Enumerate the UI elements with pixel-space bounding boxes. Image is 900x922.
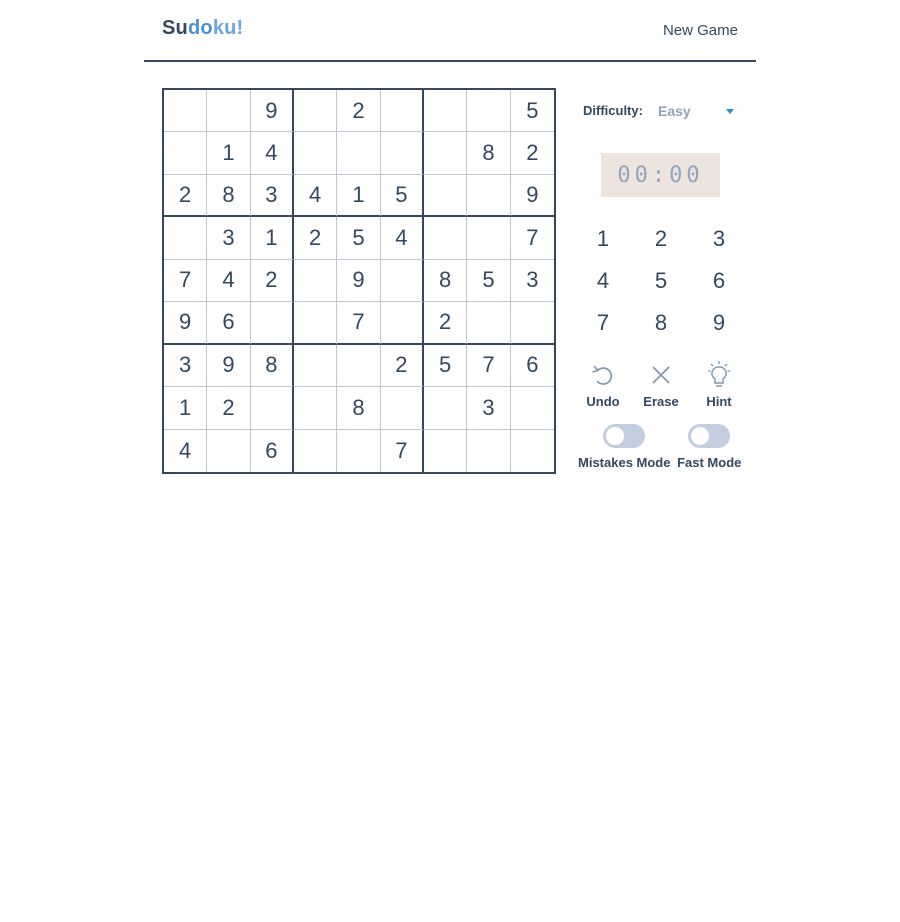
board-cell[interactable] — [381, 387, 424, 429]
board-cell[interactable] — [381, 260, 424, 302]
logo-part-2: do — [187, 17, 213, 39]
board-cell[interactable] — [294, 430, 337, 472]
mistakes-mode-label: Mistakes Mode — [578, 455, 671, 470]
board-cell[interactable]: 4 — [294, 175, 337, 217]
board-cell[interactable] — [207, 90, 250, 132]
board-cell[interactable] — [511, 387, 554, 429]
board-cell[interactable]: 7 — [467, 345, 510, 387]
difficulty-value: Easy — [658, 103, 691, 119]
numpad-3[interactable]: 3 — [712, 226, 726, 251]
board-cell[interactable] — [294, 345, 337, 387]
mistakes-mode-toggle[interactable] — [603, 424, 645, 448]
chevron-down-icon — [726, 109, 734, 114]
board-cell[interactable]: 2 — [251, 260, 294, 302]
board-cell[interactable] — [164, 217, 207, 259]
board-cell[interactable] — [294, 387, 337, 429]
board-cell[interactable]: 1 — [164, 387, 207, 429]
board-cell[interactable]: 2 — [424, 302, 467, 344]
board-cell[interactable]: 9 — [337, 260, 380, 302]
timer: 00:00 — [601, 153, 720, 197]
board-cell[interactable] — [424, 430, 467, 472]
board-cell[interactable]: 6 — [207, 302, 250, 344]
board-cell[interactable]: 7 — [381, 430, 424, 472]
board-cell[interactable] — [294, 260, 337, 302]
board-cell[interactable] — [381, 132, 424, 174]
board-cell[interactable]: 9 — [251, 90, 294, 132]
board-cell[interactable] — [381, 302, 424, 344]
logo-part-3: ku! — [212, 17, 244, 39]
board-cell[interactable]: 7 — [511, 217, 554, 259]
board-cell[interactable] — [294, 302, 337, 344]
board-cell[interactable] — [467, 90, 510, 132]
logo — [162, 17, 243, 40]
board-cell[interactable] — [251, 302, 294, 344]
board-cell[interactable] — [467, 430, 510, 472]
board-cell[interactable]: 5 — [467, 260, 510, 302]
numpad-4[interactable]: 4 — [596, 268, 610, 293]
board-cell[interactable]: 6 — [251, 430, 294, 472]
board-cell[interactable] — [164, 132, 207, 174]
board-cell[interactable] — [337, 430, 380, 472]
number-pad — [574, 218, 748, 344]
board-cell[interactable]: 3 — [207, 217, 250, 259]
board-cell[interactable]: 2 — [164, 175, 207, 217]
top-bar — [144, 0, 756, 62]
toggle-knob — [606, 427, 624, 445]
board-cell[interactable]: 7 — [164, 260, 207, 302]
board-cell[interactable]: 8 — [337, 387, 380, 429]
board-cell[interactable]: 3 — [511, 260, 554, 302]
board-cell[interactable]: 1 — [207, 132, 250, 174]
board-cell[interactable]: 2 — [381, 345, 424, 387]
board-cell[interactable] — [294, 90, 337, 132]
mode-toggles — [578, 424, 748, 470]
board-cell[interactable] — [424, 132, 467, 174]
board-cell[interactable]: 4 — [164, 430, 207, 472]
board-cell[interactable]: 4 — [381, 217, 424, 259]
fast-mode-label: Fast Mode — [677, 455, 742, 470]
difficulty-label: Difficulty: — [583, 103, 643, 118]
board-cell[interactable]: 4 — [207, 260, 250, 302]
board-cell[interactable]: 3 — [467, 387, 510, 429]
numpad-7[interactable]: 7 — [596, 310, 610, 335]
numpad-5[interactable]: 5 — [654, 268, 668, 293]
board-cell[interactable] — [424, 217, 467, 259]
board-cell[interactable]: 1 — [251, 217, 294, 259]
board-cell[interactable] — [424, 175, 467, 217]
board-cell[interactable] — [511, 302, 554, 344]
board-cell[interactable]: 4 — [251, 132, 294, 174]
undo-button[interactable] — [574, 360, 632, 409]
fast-mode — [670, 424, 748, 470]
board-cell[interactable] — [294, 132, 337, 174]
board-cell[interactable]: 2 — [337, 90, 380, 132]
board-cell[interactable]: 7 — [337, 302, 380, 344]
difficulty-select[interactable] — [658, 103, 738, 119]
lightbulb-icon — [705, 360, 733, 390]
board-cell[interactable]: 8 — [424, 260, 467, 302]
undo-icon — [589, 360, 617, 390]
hint-label: Hint — [706, 394, 732, 409]
board-cell[interactable]: 5 — [381, 175, 424, 217]
board-cell[interactable]: 5 — [424, 345, 467, 387]
board-cell[interactable]: 5 — [337, 217, 380, 259]
tool-bar — [574, 360, 748, 409]
fast-mode-toggle[interactable] — [688, 424, 730, 448]
board-cell[interactable]: 2 — [511, 132, 554, 174]
board-cell[interactable] — [381, 90, 424, 132]
new-game-button[interactable]: New Game — [662, 22, 738, 39]
board-cell[interactable]: 9 — [207, 345, 250, 387]
board-cell[interactable] — [251, 387, 294, 429]
board-cell[interactable] — [424, 90, 467, 132]
board-cell[interactable]: 8 — [207, 175, 250, 217]
board-cell[interactable] — [424, 387, 467, 429]
board-cell[interactable]: 8 — [251, 345, 294, 387]
board-cell[interactable]: 9 — [511, 175, 554, 217]
numpad-9[interactable]: 9 — [712, 310, 726, 335]
board-cell[interactable] — [207, 430, 250, 472]
erase-button[interactable] — [632, 360, 690, 409]
toggle-knob — [691, 427, 709, 445]
board-cell[interactable]: 6 — [511, 345, 554, 387]
erase-icon — [647, 360, 675, 390]
board-cell[interactable] — [467, 302, 510, 344]
board-cell[interactable]: 5 — [511, 90, 554, 132]
board-cell[interactable]: 2 — [294, 217, 337, 259]
board-cell[interactable]: 8 — [467, 132, 510, 174]
board-cell[interactable]: 9 — [164, 302, 207, 344]
board-cell[interactable] — [164, 90, 207, 132]
board-cell[interactable]: 1 — [337, 175, 380, 217]
board-cell[interactable] — [511, 430, 554, 472]
board-cell[interactable]: 3 — [251, 175, 294, 217]
board-cell[interactable] — [467, 175, 510, 217]
numpad-1[interactable]: 1 — [596, 226, 610, 251]
board-cell[interactable]: 2 — [207, 387, 250, 429]
numpad-6[interactable]: 6 — [712, 268, 726, 293]
board-cell[interactable] — [467, 217, 510, 259]
logo-part-1: Su — [162, 17, 188, 39]
undo-label: Undo — [586, 394, 620, 409]
numpad-8[interactable]: 8 — [654, 310, 668, 335]
erase-label: Erase — [643, 394, 679, 409]
hint-button[interactable] — [690, 360, 748, 409]
sudoku-board — [162, 88, 556, 474]
mistakes-mode — [578, 424, 670, 470]
board-cell[interactable] — [337, 345, 380, 387]
board-cell[interactable]: 3 — [164, 345, 207, 387]
numpad-2[interactable]: 2 — [654, 226, 668, 251]
board-cell[interactable] — [337, 132, 380, 174]
